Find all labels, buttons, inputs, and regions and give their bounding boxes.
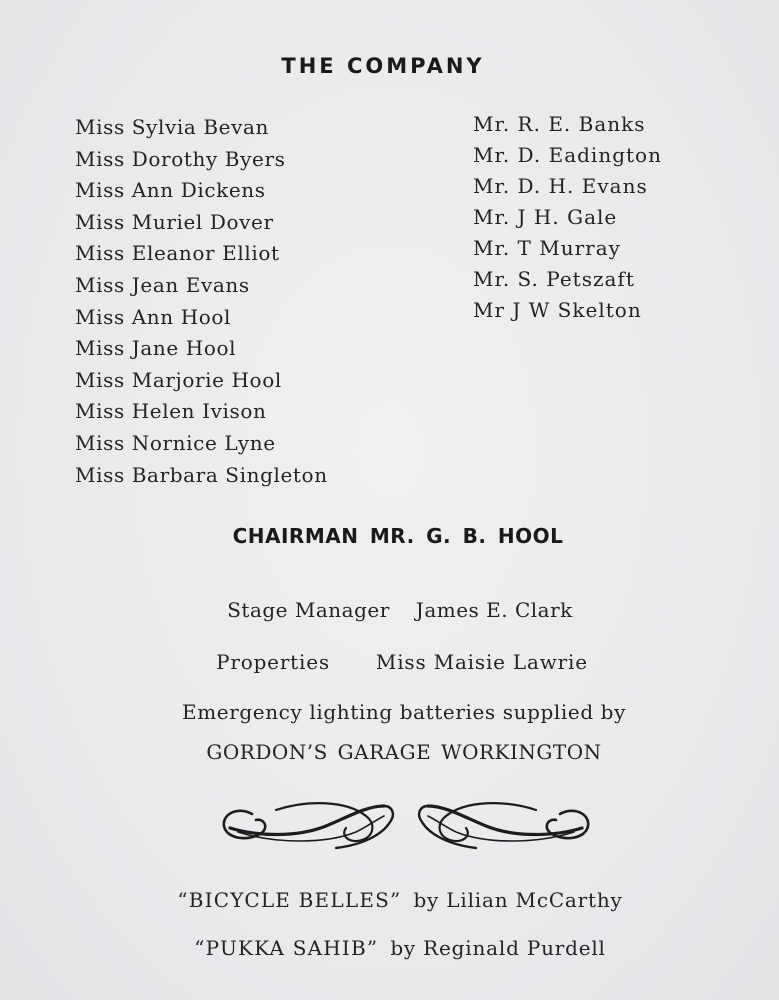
- scroll-flourish-icon: [216, 792, 596, 854]
- properties-name: Miss Maisie Lawrie: [375, 650, 588, 674]
- cast-member: Miss Marjorie Hool: [75, 367, 282, 392]
- cast-member: Mr. T Murray: [473, 236, 621, 260]
- stage-manager-name: James E. Clark: [415, 598, 573, 622]
- play-author: by Lilian McCarthy: [413, 888, 623, 912]
- company-heading: THE COMPANY: [281, 54, 485, 78]
- left-scroll-ornament: [224, 803, 393, 848]
- battery-note: Emergency lighting batteries supplied by: [182, 700, 626, 724]
- gentlemen-cast-list: [473, 109, 662, 326]
- stage-manager-credit: [0, 598, 779, 622]
- play-credit: [0, 888, 779, 912]
- cast-member: Miss Jane Hool: [75, 336, 237, 361]
- cast-member: Miss Helen Ivison: [75, 399, 267, 424]
- properties-role: Properties: [216, 650, 330, 674]
- cast-member: Mr. S. Petszaft: [473, 267, 635, 291]
- properties-credit: [0, 650, 779, 674]
- cast-member: Miss Barbara Singleton: [75, 462, 328, 487]
- cast-member: Mr. D. Eadington: [473, 143, 662, 167]
- cast-member: Miss Eleanor Elliot: [75, 241, 280, 266]
- stage-manager-role: Stage Manager: [227, 598, 390, 622]
- play-author: by Reginald Purdell: [390, 936, 606, 960]
- play-title: “BICYCLE BELLES”: [177, 888, 402, 912]
- chairman-heading: CHAIRMAN MR. G. B. HOOL: [232, 524, 564, 548]
- cast-member: Miss Dorothy Byers: [75, 146, 286, 171]
- play-credit: [0, 936, 779, 960]
- play-title: “PUKKA SAHIB”: [194, 936, 379, 960]
- cast-member: Miss Muriel Dover: [75, 209, 274, 234]
- garage-credit: GORDON’S GARAGE WORKINGTON: [206, 740, 602, 764]
- cast-member: Miss Ann Hool: [75, 304, 232, 329]
- cast-member: Mr. R. E. Banks: [473, 112, 646, 136]
- ladies-cast-list: [75, 112, 328, 491]
- cast-member: Miss Sylvia Bevan: [75, 115, 269, 139]
- cast-member: Mr J W Skelton: [473, 298, 642, 322]
- cast-member: Miss Nornice Lyne: [75, 430, 276, 455]
- cast-member: Miss Jean Evans: [75, 272, 250, 297]
- cast-member: Miss Ann Dickens: [75, 178, 266, 203]
- cast-member: Mr. J H. Gale: [473, 205, 618, 229]
- cast-member: Mr. D. H. Evans: [473, 174, 648, 198]
- right-scroll-ornament: [419, 803, 588, 848]
